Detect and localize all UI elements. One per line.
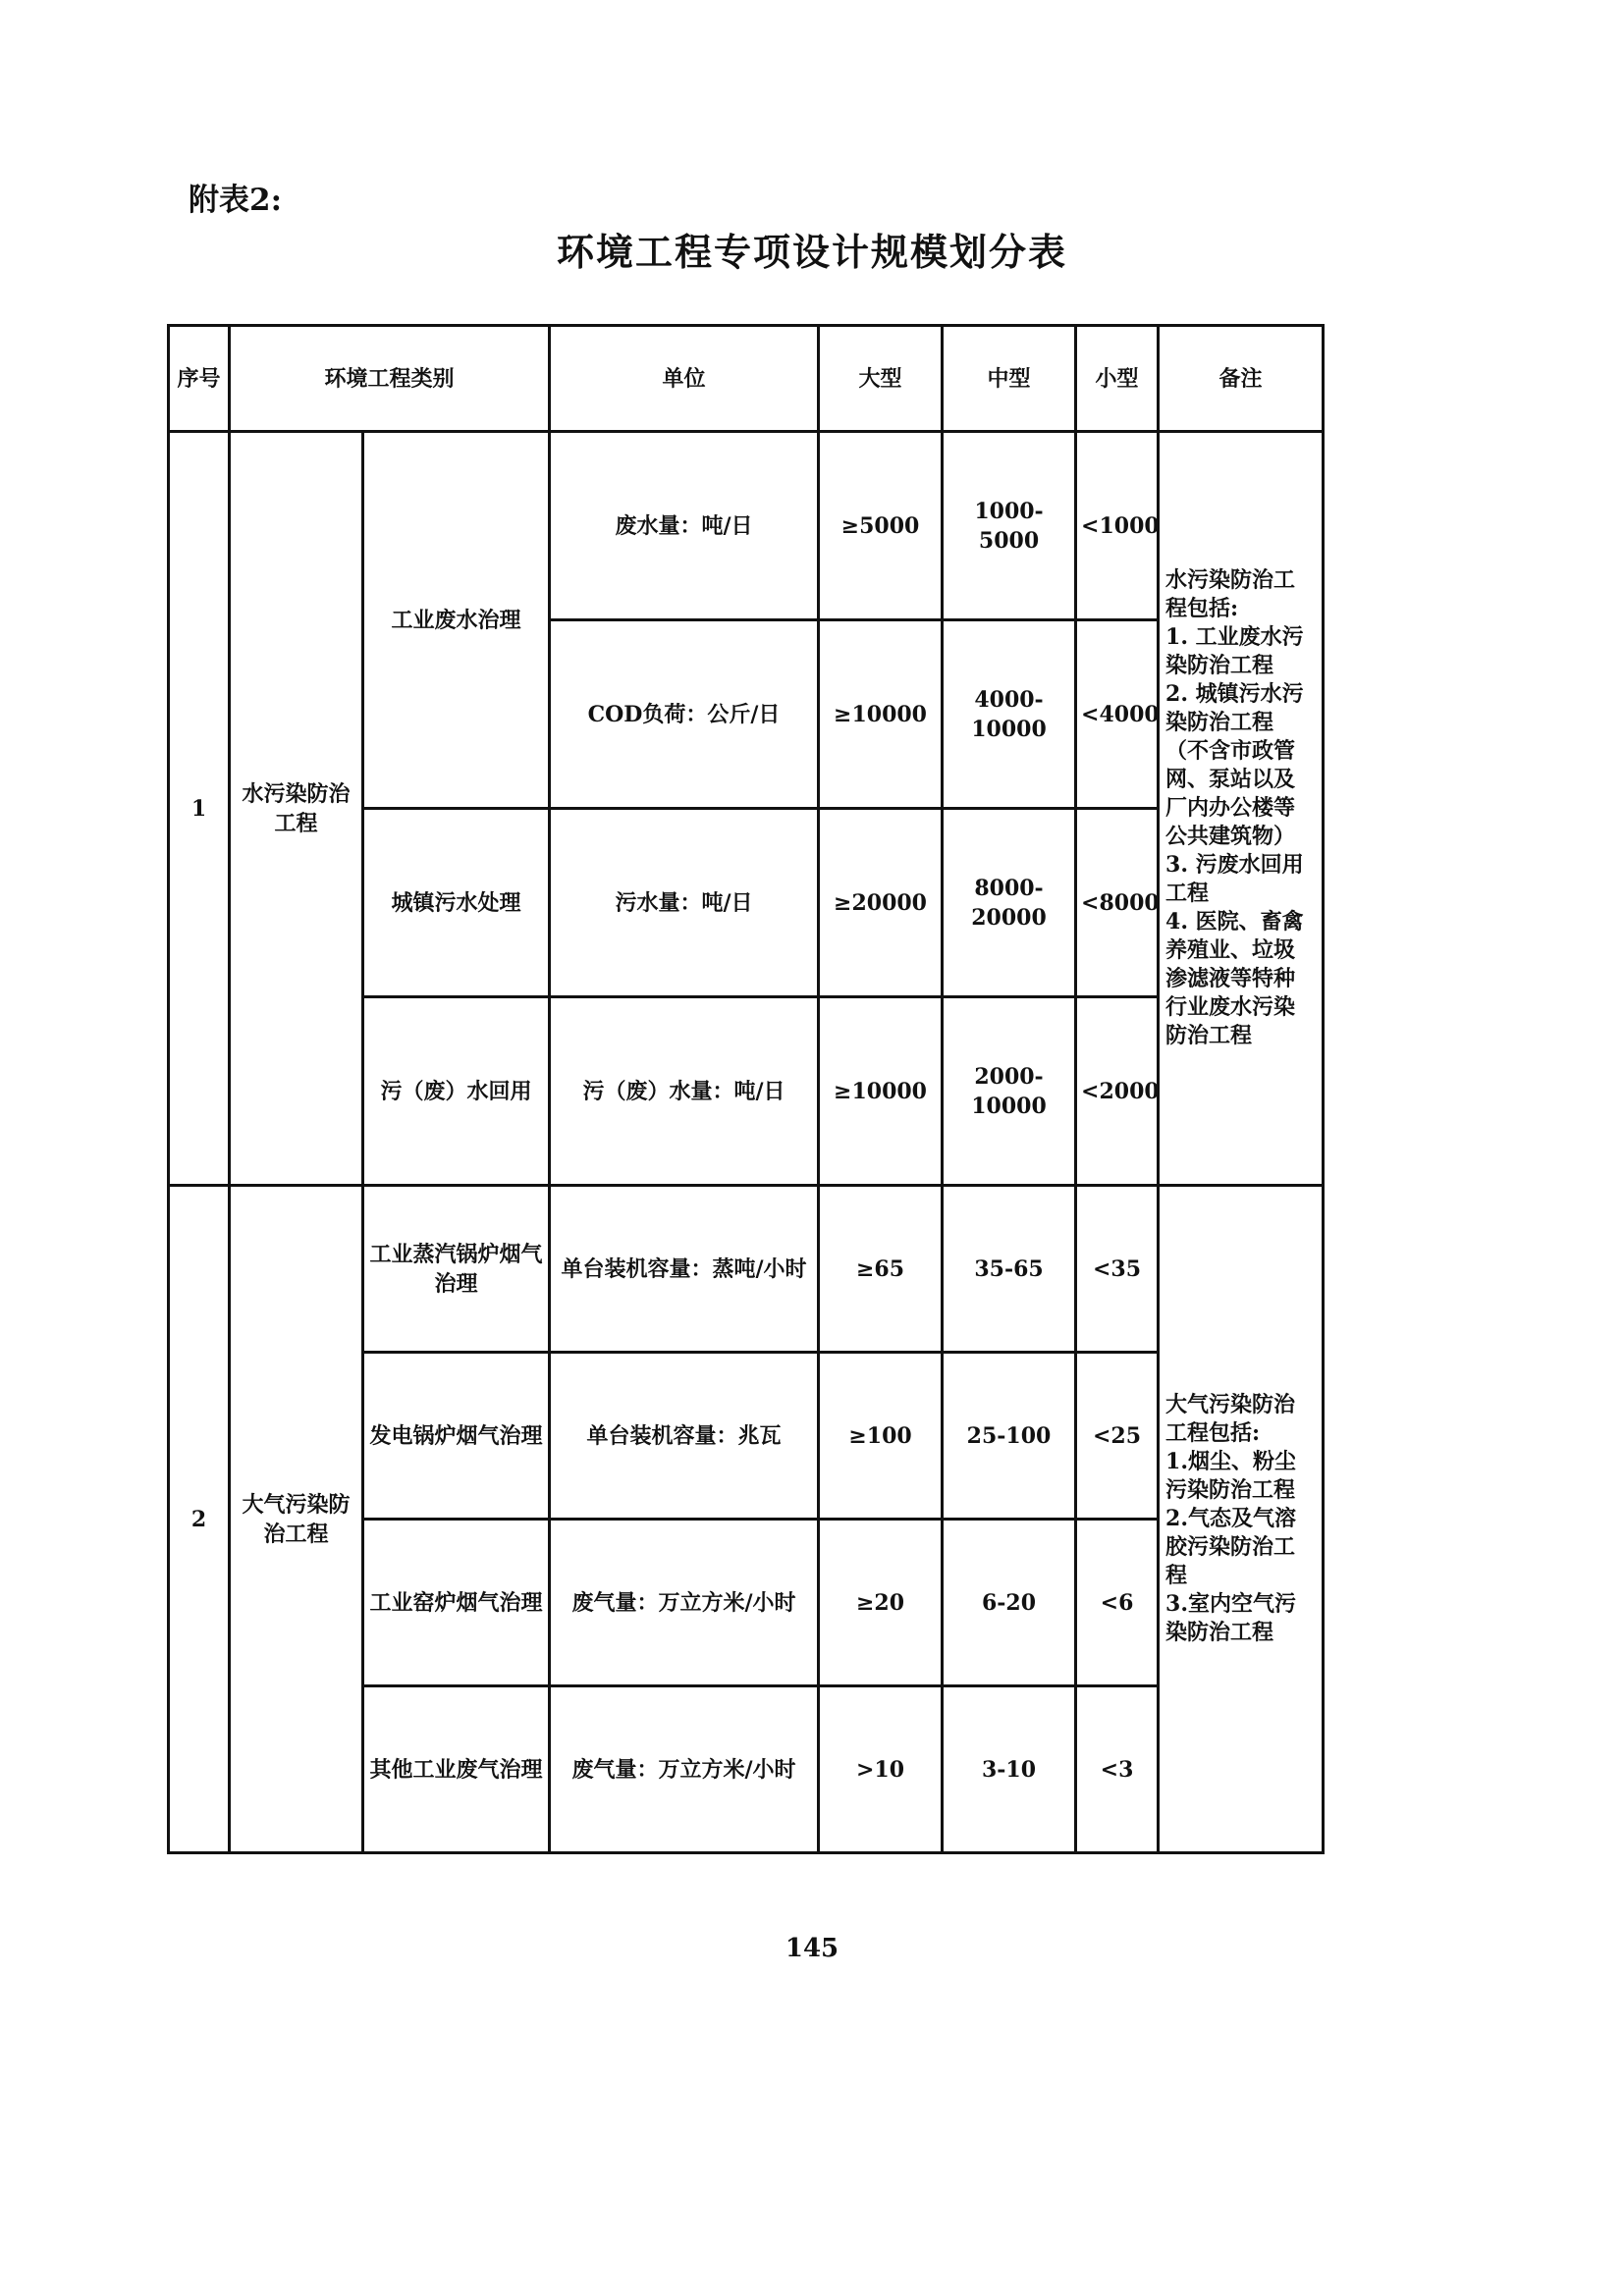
small-cell: <6 <box>1076 1520 1159 1686</box>
small-cell: <35 <box>1076 1186 1159 1353</box>
group-no: 2 <box>169 1186 230 1853</box>
unit-cell: 单台装机容量：蒸吨/小时 <box>550 1186 819 1353</box>
header-large: 大型 <box>819 326 943 432</box>
table-row <box>169 1186 1324 1353</box>
table-row <box>169 432 1324 620</box>
subcategory-cell: 城镇污水处理 <box>363 809 550 997</box>
subcategory-cell: 污（废）水回用 <box>363 997 550 1186</box>
group-no: 1 <box>169 432 230 1186</box>
header-row <box>169 326 1324 432</box>
small-cell: <3 <box>1076 1686 1159 1853</box>
large-cell: ≥20000 <box>819 809 943 997</box>
unit-cell: 废气量：万立方米/小时 <box>550 1520 819 1686</box>
unit-cell: COD负荷：公斤/日 <box>550 620 819 809</box>
header-medium: 中型 <box>943 326 1076 432</box>
document-title: 环境工程专项设计规模划分表 <box>556 230 1067 274</box>
header-remark: 备注 <box>1159 326 1324 432</box>
subcategory-cell: 其他工业废气治理 <box>363 1686 550 1853</box>
header-small: 小型 <box>1076 326 1159 432</box>
large-cell: ≥10000 <box>819 620 943 809</box>
medium-cell: 4000-10000 <box>943 620 1076 809</box>
medium-cell: 8000-20000 <box>943 809 1076 997</box>
unit-cell: 污水量：吨/日 <box>550 809 819 997</box>
small-cell: <8000 <box>1076 809 1159 997</box>
scale-classification-table <box>167 324 1325 1854</box>
subcategory-cell: 发电锅炉烟气治理 <box>363 1353 550 1520</box>
unit-cell: 废水量：吨/日 <box>550 432 819 620</box>
header-no: 序号 <box>169 326 230 432</box>
unit-cell: 废气量：万立方米/小时 <box>550 1686 819 1853</box>
large-cell: ≥5000 <box>819 432 943 620</box>
remark-cell <box>1159 432 1324 1186</box>
large-cell: >10 <box>819 1686 943 1853</box>
header-category: 环境工程类别 <box>230 326 550 432</box>
small-cell: <4000 <box>1076 620 1159 809</box>
large-cell: ≥100 <box>819 1353 943 1520</box>
large-cell: ≥20 <box>819 1520 943 1686</box>
group-name: 水污染防治工程 <box>230 432 363 1186</box>
medium-cell: 6-20 <box>943 1520 1076 1686</box>
subcategory-cell: 工业窑炉烟气治理 <box>363 1520 550 1686</box>
header-unit: 单位 <box>550 326 819 432</box>
remark-text: 大气污染防治工程包括: 1.烟尘、粉尘污染防治工程 2.气态及气溶胶污染防治工程 3.室内空气污染防治工程 <box>1165 1392 1296 1645</box>
small-cell: <1000 <box>1076 432 1159 620</box>
large-cell: ≥10000 <box>819 997 943 1186</box>
remark-cell <box>1159 1186 1324 1853</box>
small-cell: <25 <box>1076 1353 1159 1520</box>
medium-cell: 1000-5000 <box>943 432 1076 620</box>
small-cell: <2000 <box>1076 997 1159 1186</box>
medium-cell: 25-100 <box>943 1353 1076 1520</box>
unit-cell: 单台装机容量：兆瓦 <box>550 1353 819 1520</box>
large-cell: ≥65 <box>819 1186 943 1353</box>
page-number: 145 <box>785 1934 839 1963</box>
unit-cell: 污（废）水量：吨/日 <box>550 997 819 1186</box>
subcategory-cell: 工业废水治理 <box>363 432 550 809</box>
remark-text: 水污染防治工程包括: 1. 工业废水污染防治工程 2. 城镇污水污染防治工程（不含市政管网、泵站以及厂内办公楼等公共建筑物） 3. 污废水回用工程 4. 医院、畜禽养殖业、垃圾渗滤液等特种行业废水污染防治工程 <box>1165 567 1304 1048</box>
medium-cell: 35-65 <box>943 1186 1076 1353</box>
medium-cell: 3-10 <box>943 1686 1076 1853</box>
subcategory-cell: 工业蒸汽锅炉烟气治理 <box>363 1186 550 1353</box>
attachment-label: 附表2: <box>189 183 283 218</box>
medium-cell: 2000-10000 <box>943 997 1076 1186</box>
group-name: 大气污染防治工程 <box>230 1186 363 1853</box>
